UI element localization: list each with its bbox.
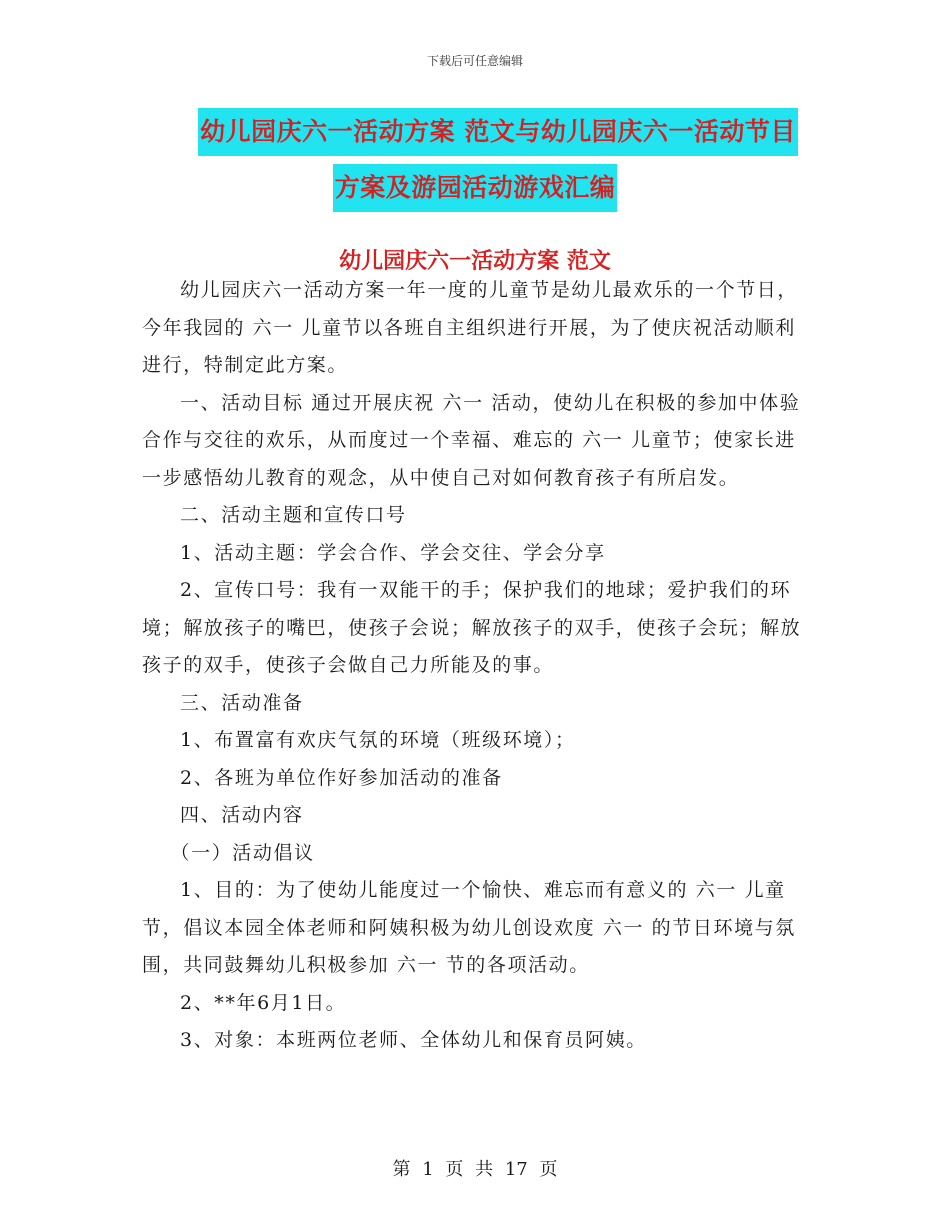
paragraph-purpose: 1、目的：为了使幼儿能度过一个愉快、难忘而有意义的 六一 儿童节，倡议本园全体老师和阿姨积极为幼儿创设欢度 六一 的节日环境与氛围，共同鼓舞幼儿积极参加 六一 节的各项活动。 (142, 879, 796, 976)
paragraph-slogan: 2、宣传口号：我有一双能干的手；保护我们的地球；爱护我们的环境；解放孩子的嘴巴，使孩子会说；解放孩子的双手，使孩子会玩；解放孩子的双手，使孩子会做自己力所能及的事。 (142, 579, 802, 676)
paragraph-content-heading: 四、活动内容 (180, 804, 304, 826)
document-title-line-1: 幼儿园庆六一活动方案 范文与幼儿园庆六一活动节目 (198, 108, 798, 156)
paragraph-prep-1: 1、布置富有欢庆气氛的环境（班级环境）； (180, 729, 576, 751)
page-footer: 第 1 页 共 17 页 (392, 1159, 558, 1180)
paragraph-theme-heading: 二、活动主题和宣传口号 (180, 504, 407, 526)
document-body (142, 272, 812, 1060)
paragraph-proposal-heading: （一）活动倡议 (170, 841, 315, 864)
paragraph-goal: 一、活动目标 通过开展庆祝 六一 活动，使幼儿在积极的参加中体验合作与交往的欢乐，从而度过一个幸福、难忘的 六一 儿童节；使家长进一步感悟幼儿教育的观念，从中使自己对如何教育孩子有所启发。 (142, 391, 801, 489)
paragraph-date: 2、**年6月1日。 (180, 991, 347, 1014)
paragraph-theme: 1、活动主题：学会合作、学会交往、学会分享 (180, 541, 606, 564)
section-heading: 幼儿园庆六一活动方案 范文 (339, 248, 611, 274)
paragraph-prep-heading: 三、活动准备 (180, 691, 304, 714)
paragraph-prep-2: 2、各班为单位作好参加活动的准备 (180, 766, 503, 789)
paragraph-intro: 幼儿园庆六一活动方案一年一度的儿童节是幼儿最欢乐的一个节日，今年我园的 六一 儿童节以各班自主组织进行开展，为了使庆祝活动顺利进行，特制定此方案。 (142, 279, 799, 376)
document-title-line-2: 方案及游园活动游戏汇编 (333, 164, 618, 212)
document-title (0, 108, 950, 212)
page-header-note: 下载后可任意编辑 (426, 54, 523, 68)
paragraph-audience: 3、对象：本班两位老师、全体幼儿和保育员阿姨。 (180, 1029, 647, 1051)
